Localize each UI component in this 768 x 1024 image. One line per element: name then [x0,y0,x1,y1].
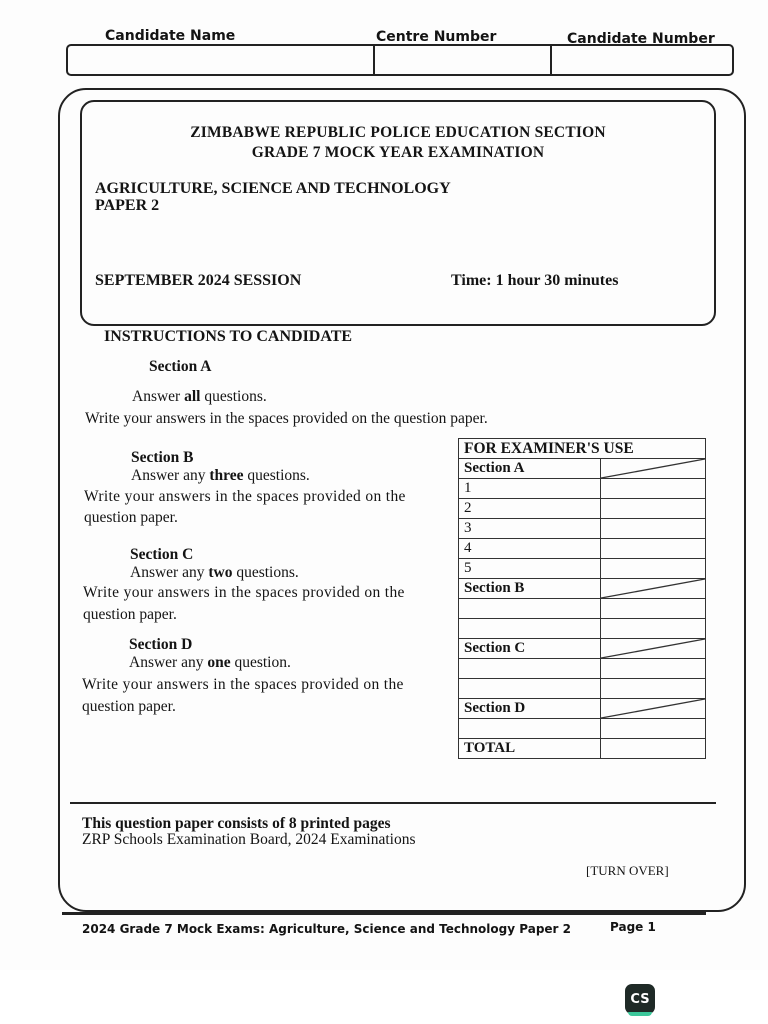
centre-number-label: Centre Number [376,29,497,45]
table-row [459,699,706,719]
section-b-row-label: Section B [459,579,601,599]
instructions-heading: INSTRUCTIONS TO CANDIDATE [104,328,353,345]
candidate-number-label: Candidate Number [567,31,715,47]
text-run: Answer any [130,564,209,581]
cell-diagonal [601,699,705,718]
exam-title: GRADE 7 MOCK YEAR EXAMINATION [251,144,545,161]
question-4-label: 4 [459,539,601,559]
blank-label-cell [459,599,601,619]
title-box [80,100,716,326]
table-row [459,559,706,579]
score-cell [601,519,706,539]
score-cell [601,539,706,559]
blank-label-cell [459,679,601,699]
table-row [459,679,706,699]
table-row [459,479,706,499]
text-run: question. [230,654,291,671]
section-b-instruction [131,467,310,485]
section-b-score-cell [601,579,706,599]
score-cell [601,479,706,499]
running-title: 2024 Grade 7 Mock Exams: Agriculture, Science and Technology Paper 2 [82,922,571,936]
score-cell [601,599,706,619]
section-b-title: Section B [131,449,194,466]
page-number: Page 1 [610,920,656,934]
section-d-score-cell [601,699,706,719]
table-row [459,639,706,659]
cell-diagonal [601,459,705,478]
question-3-label: 3 [459,519,601,539]
section-c-answer-note-cont: question paper. [83,606,177,623]
text-run-bold: one [207,654,231,671]
table-row [459,619,706,639]
text-run: Answer any [129,654,208,671]
examiner-table-heading: FOR EXAMINER'S USE [459,439,706,459]
section-c-title: Section C [130,546,194,563]
table-row [459,459,706,479]
section-d-answer-note: Write your answers in the spaces provided on the [82,676,404,693]
subject-title: AGRICULTURE, SCIENCE AND TECHNOLOGY [95,180,451,197]
table-row [459,739,706,759]
section-b-answer-note-cont: question paper. [84,509,178,526]
blank-label-cell [459,619,601,639]
text-run-bold: three [209,467,244,484]
table-row [459,539,706,559]
camscanner-badge-icon: CS [625,984,655,1014]
score-cell [601,619,706,639]
section-b-answer-note: Write your answers in the spaces provided on the [84,488,406,505]
question-5-label: 5 [459,559,601,579]
score-cell [601,659,706,679]
blank-label-cell [459,719,601,739]
section-d-answer-note-cont: question paper. [82,698,176,715]
text-run: questions. [243,467,310,484]
time-label: Time: 1 hour 30 minutes [451,272,619,289]
org-title: ZIMBABWE REPUBLIC POLICE EDUCATION SECTION [190,124,606,141]
section-c-row-label: Section C [459,639,601,659]
session-label: SEPTEMBER 2024 SESSION [95,272,302,289]
box-divider [550,46,552,74]
table-row [459,519,706,539]
table-row [459,439,706,459]
examiner-use-table [458,438,706,759]
section-d-instruction [129,654,291,672]
text-run-bold: two [208,564,233,581]
pages-note: This question paper consists of 8 printed pages [82,815,391,832]
score-cell [601,559,706,579]
candidate-details-box [66,44,734,76]
candidate-name-label: Candidate Name [105,28,236,44]
running-footer-rule [62,912,706,915]
section-a-answer-note: Write your answers in the spaces provided on the question paper. [85,410,488,427]
box-divider [373,46,375,74]
score-cell [601,499,706,519]
blank-label-cell [459,659,601,679]
section-c-answer-note: Write your answers in the spaces provided on the [83,584,405,601]
turn-over-label: [TURN OVER] [586,863,669,878]
cell-diagonal [601,639,705,658]
section-d-row-label: Section D [459,699,601,719]
section-c-instruction [130,564,299,582]
cell-diagonal [601,579,705,598]
total-score-cell [601,739,706,759]
text-run: questions. [200,388,267,405]
section-d-title: Section D [129,636,193,653]
section-a-row-label: Section A [459,459,601,479]
board-note: ZRP Schools Examination Board, 2024 Examinations [82,831,416,848]
text-run: Answer any [131,467,210,484]
text-run-bold: all [184,388,201,405]
table-row [459,599,706,619]
paper-title: PAPER 2 [95,197,160,214]
table-row [459,579,706,599]
text-run: Answer [132,388,185,405]
section-a-title: Section A [149,358,212,375]
score-cell [601,679,706,699]
total-row-label: TOTAL [459,739,601,759]
question-2-label: 2 [459,499,601,519]
text-run: questions. [232,564,299,581]
score-cell [601,719,706,739]
footer-divider [70,802,716,804]
table-row [459,719,706,739]
section-c-score-cell [601,639,706,659]
question-1-label: 1 [459,479,601,499]
table-row [459,659,706,679]
section-a-score-cell [601,459,706,479]
table-row [459,499,706,519]
section-a-instruction [132,388,267,406]
